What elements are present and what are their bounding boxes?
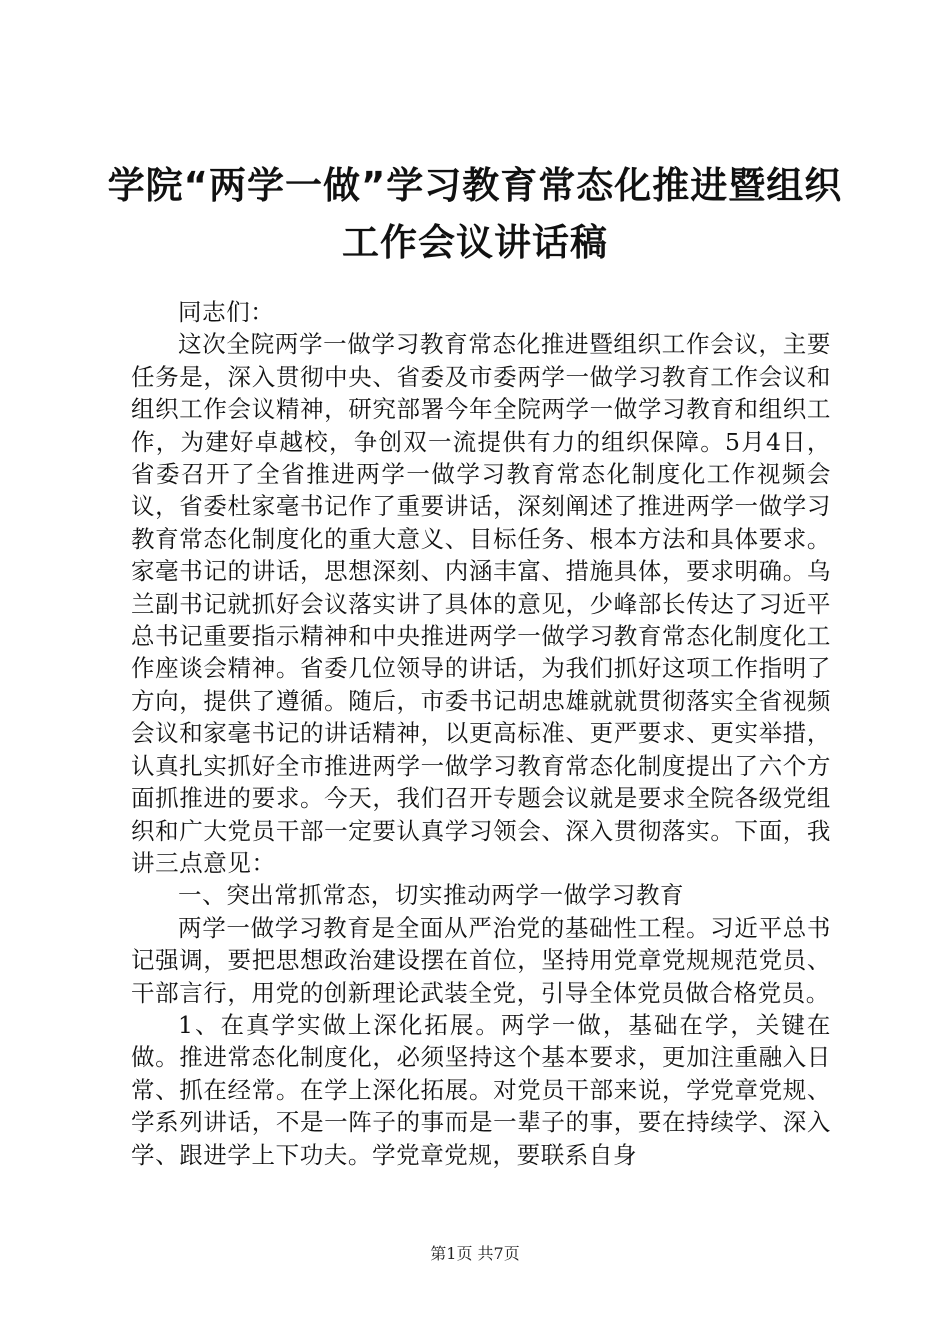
document-title-line-2: 工作会议讲话稿 xyxy=(342,221,608,264)
page-number-footer: 第1页 共7页 xyxy=(430,1244,520,1263)
section-heading: 一、突出常抓常态，切实推动两学一做学习教育 xyxy=(178,881,685,910)
salutation: 同志们： xyxy=(178,298,275,326)
document-title-line-1: 学院“两学一做”学习教育常态化推进暨组织 xyxy=(107,164,843,207)
body-paragraph: 两学一做学习教育是全面从严治党的基础性工程。习近平总书记强调，要把思想政治建设摆在首位，坚持用党章党规规范党员、干部言行，用党的创新理论武装全党，引导全体党员做合格党员。 xyxy=(131,913,831,1007)
body-paragraph: 这次全院两学一做学习教育常态化推进暨组织工作会议，主要任务是，深入贯彻中央、省委及市委两学一做学习教育工作会议和组织工作会议精神，研究部署今年全院两学一做学习教育和组织工作，为建好卓越校，争创双一流提供有力的组织保障。5月4日，省委召开了全省推进两学一做学习教育常态化制度化工作视频会议，省委杜家毫书记作了重要讲话，深刻阐述了推进两学一做学习教育常态化制度化的重大意义、目标任务、根本方法和具体要求。家毫书记的讲话，思想深刻、内涵丰富、措施具体，要求明确。乌兰副书记就抓好会议落实讲了具体的意见，少峰部长传达了习近平总书记重要指示精神和中央推进两学一做学习教育常态化制度化工作座谈会精神。省委几位领导的讲话，为我们抓好这项工作指明了方向，提供了遵循。随后，市委书记胡忠雄就就贯彻落实全省视频会议和家毫书记的讲话精神，以更高标准、更严要求、更实举措，认真扎实抓好全市推进两学一做学习教育常态化制度提出了六个方面抓推进的要求。今天，我们召开专题会议就是要求全院各级党组织和广大党员干部一定要认真学习领会、深入贯彻落实。下面，我讲三点意见： xyxy=(131,330,831,877)
body-paragraph: 1、在真学实做上深化拓展。两学一做，基础在学，关键在做。推进常态化制度化，必须坚持这个基本要求，更加注重融入日常、抓在经常。在学上深化拓展。对党员干部来说，学党章党规、学系列讲话，不是一阵子的事而是一辈子的事，要在持续学、深入学、跟进学上下功夫。学党章党规，要联系自身 xyxy=(131,1010,831,1169)
document-body xyxy=(131,296,831,1171)
